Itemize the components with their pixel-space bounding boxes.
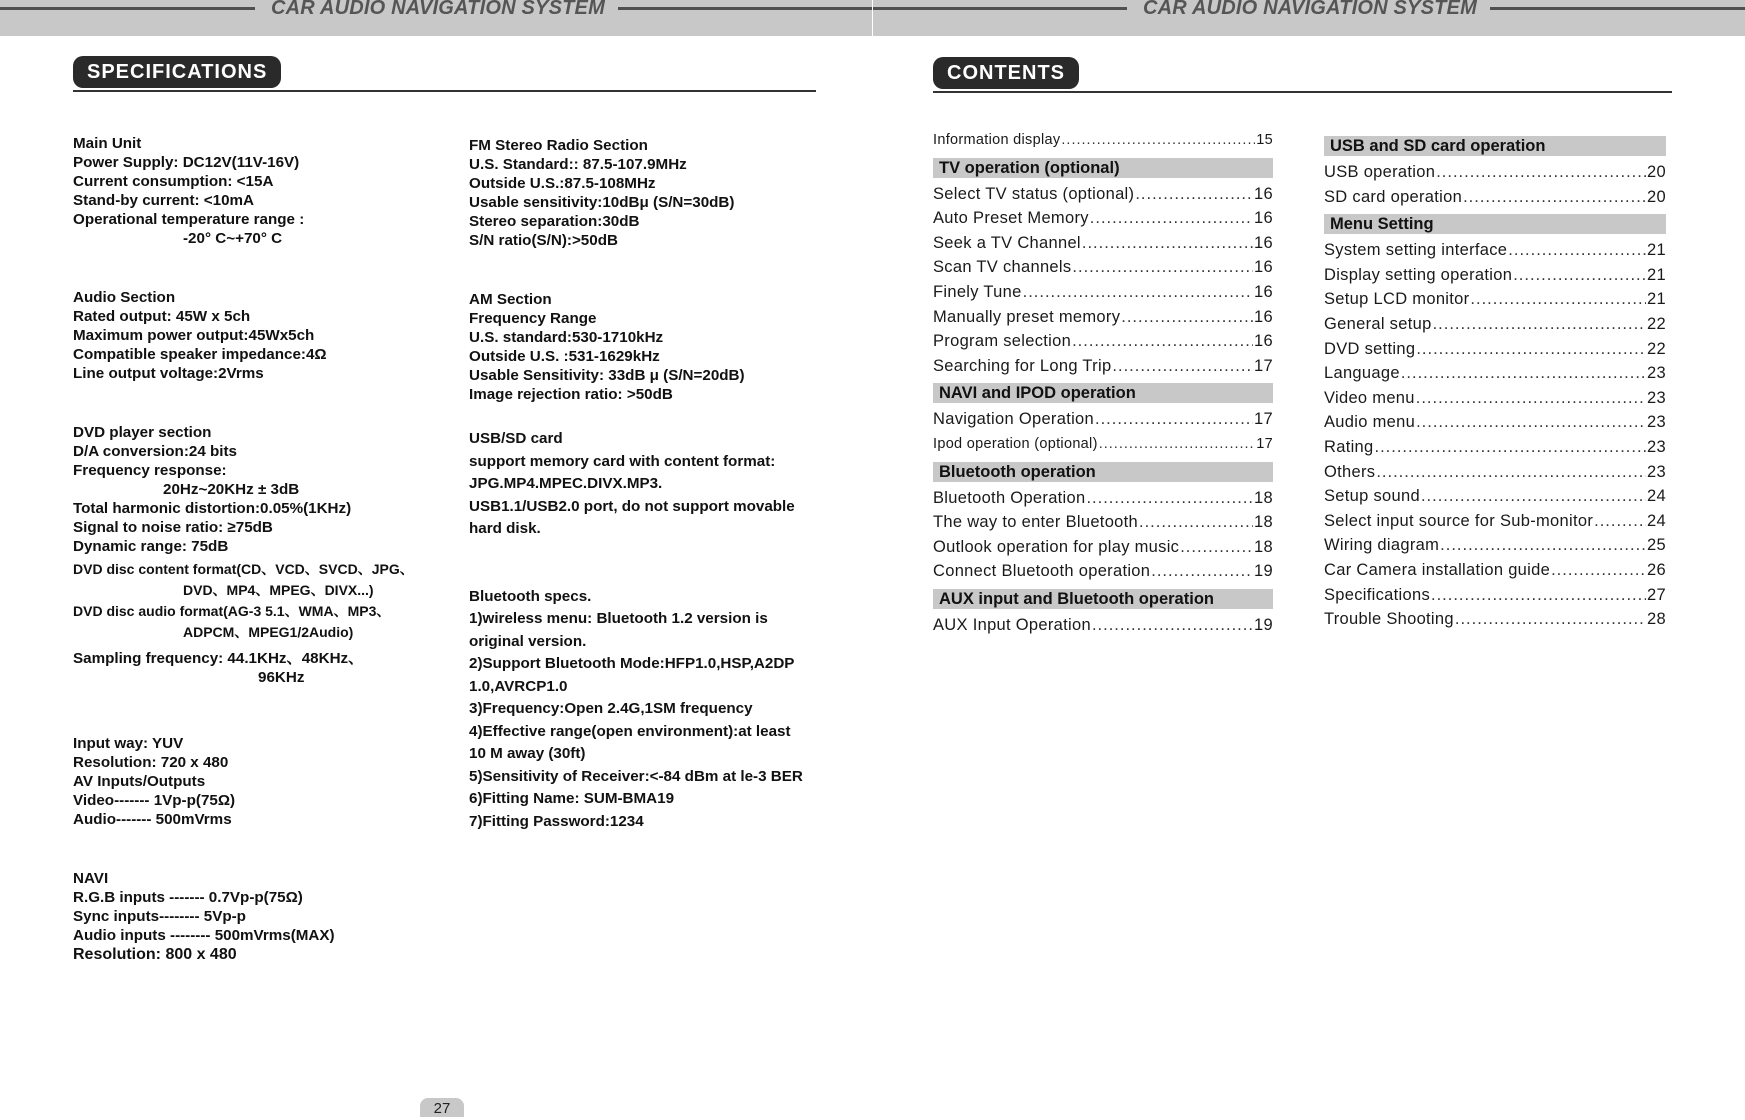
header-band-left [0, 0, 872, 36]
toc-entry[interactable]: Ipod operation (optional) ..... 17 [933, 432, 1273, 457]
toc-entry[interactable]: Manually preset memory ..... 16 [933, 305, 1273, 330]
spec-line: hard disk. [469, 520, 541, 537]
spec-line: S/N ratio(S/N):>50dB [469, 232, 618, 249]
spec-line: -20° C~+70° C [183, 230, 283, 247]
toc-section-header: TV operation (optional) [933, 158, 1273, 178]
spec-line: USB1.1/USB2.0 port, do not support movable [469, 497, 795, 515]
spec-line: U.S. standard:530-1710kHz [469, 329, 664, 346]
spec-line: DVD disc content format(CD、VCD、SVCD、JPG、 [73, 561, 414, 577]
toc-entry[interactable]: Audio menu ..... 23 [1324, 410, 1666, 435]
spec-line: Stereo separation:30dB [469, 213, 640, 230]
spec-line: Total harmonic distortion:0.05%(1KHz) [73, 500, 352, 517]
spec-line: Maximum power output:45Wx5ch [73, 327, 315, 344]
specs-column-1 [73, 134, 414, 964]
spec-line: 1.0,AVRCP1.0 [469, 677, 568, 695]
spec-line: Image rejection ratio: >50dB [469, 386, 673, 403]
header-rule [0, 7, 255, 10]
toc-section-header: NAVI and IPOD operation [933, 383, 1273, 403]
spec-line: 20Hz~20KHz ± 3dB [163, 481, 300, 498]
spec-line: D/A conversion:24 bits [73, 443, 238, 460]
toc-entry[interactable]: The way to enter Bluetooth ..... 18 [933, 510, 1273, 535]
spec-line: Audio inputs -------- 500mVrms(MAX) [73, 927, 335, 944]
spec-line: Compatible speaker impedance:4Ω [73, 346, 327, 363]
audio-section-title: Audio Section [73, 289, 176, 306]
spec-line: original version. [469, 632, 587, 650]
header-band-right [873, 0, 1745, 36]
spec-line: Line output voltage:2Vrms [73, 365, 264, 382]
toc-entry[interactable]: Specifications ..... 27 [1324, 583, 1666, 608]
toc-section-header: Bluetooth operation [933, 462, 1273, 482]
specs-column-2 [469, 136, 803, 833]
toc-entry[interactable]: Setup sound ..... 24 [1324, 484, 1666, 509]
spec-line: Outside U.S. :531-1629kHz [469, 348, 660, 365]
spec-line: 6)Fitting Name: SUM-BMA19 [469, 790, 675, 807]
contents-heading: CONTENTS [933, 57, 1079, 89]
header-rule [618, 7, 872, 10]
spec-line: Video------- 1Vp-p(75Ω) [73, 792, 236, 809]
toc-entry[interactable]: Others ..... 23 [1324, 460, 1666, 485]
page-number: 27 [420, 1098, 464, 1117]
toc-entry[interactable]: General setup ..... 22 [1324, 312, 1666, 337]
toc-entry[interactable]: Navigation Operation ..... 17 [933, 407, 1273, 432]
toc-entry[interactable]: Video menu ..... 23 [1324, 386, 1666, 411]
toc-entry[interactable]: Rating ..... 23 [1324, 435, 1666, 460]
navi-section-title: NAVI [73, 870, 109, 887]
header-rule [1490, 7, 1745, 10]
toc-entry[interactable]: Scan TV channels ..... 16 [933, 255, 1273, 280]
spec-line: Resolution: 800 x 480 [73, 946, 237, 963]
toc-entry[interactable]: Trouble Shooting ..... 28 [1324, 607, 1666, 632]
spec-line: Operational temperature range : [73, 211, 305, 228]
spec-line: Dynamic range: 75dB [73, 538, 229, 555]
toc-entry[interactable]: Display setting operation ..... 21 [1324, 263, 1666, 288]
spec-line: support memory card with content format: [469, 452, 776, 470]
heading-underline [933, 91, 1672, 93]
bluetooth-specs-title: Bluetooth specs. [469, 587, 592, 605]
spec-line: Sampling frequency: 44.1KHz、48KHz、 [73, 650, 364, 667]
spec-line: 3)Frequency:Open 2.4G,1SM frequency [469, 700, 753, 717]
spec-line: Stand-by current: <10mA [73, 192, 255, 209]
main-unit-title: Main Unit [73, 135, 142, 152]
toc-entry[interactable]: Auto Preset Memory ..... 16 [933, 206, 1273, 231]
heading-underline [73, 90, 816, 92]
spec-line: Sync inputs-------- 5Vp-p [73, 908, 246, 925]
toc-entry[interactable]: System setting interface ..... 21 [1324, 238, 1666, 263]
contents-column-2 [1324, 136, 1666, 632]
spec-line: Resolution: 720 x 480 [73, 754, 229, 771]
toc-entry[interactable]: Information display ..... 15 [933, 128, 1273, 153]
spec-line: Rated output: 45W x 5ch [73, 308, 251, 325]
spec-line: AV Inputs/Outputs [73, 773, 206, 790]
toc-entry[interactable]: Searching for Long Trip ..... 17 [933, 354, 1273, 379]
spec-line: Usable sensitivity:10dBμ (S/N=30dB) [469, 194, 735, 211]
toc-entry[interactable]: Seek a TV Channel ..... 16 [933, 231, 1273, 256]
spec-line: Audio------- 500mVrms [73, 811, 232, 828]
fm-section-title: FM Stereo Radio Section [469, 137, 648, 154]
toc-entry[interactable]: Setup LCD monitor ..... 21 [1324, 287, 1666, 312]
toc-entry[interactable]: Select input source for Sub-monitor ..... 24 [1324, 509, 1666, 534]
spec-line: Power Supply: DC12V(11V-16V) [73, 154, 300, 171]
spec-line: R.G.B inputs ------- 0.7Vp-p(75Ω) [73, 889, 303, 906]
toc-entry[interactable]: Program selection ..... 16 [933, 329, 1273, 354]
toc-entry[interactable]: SD card operation ..... 20 [1324, 185, 1666, 210]
toc-entry[interactable]: AUX Input Operation ..... 19 [933, 613, 1273, 638]
toc-entry[interactable]: Select TV status (optional) ..... 16 [933, 182, 1273, 207]
toc-section-header: Menu Setting [1324, 214, 1666, 234]
specifications-heading: SPECIFICATIONS [73, 56, 281, 88]
toc-entry[interactable]: Outlook operation for play music ..... 18 [933, 535, 1273, 560]
spec-line: 4)Effective range(open environment):at least [469, 722, 791, 740]
toc-entry[interactable]: Wiring diagram ..... 25 [1324, 533, 1666, 558]
header-title-left: CAR AUDIO NAVIGATION SYSTEM [271, 0, 605, 19]
spec-line: Input way: YUV [73, 735, 184, 752]
spec-line: U.S. Standard:: 87.5-107.9MHz [469, 156, 687, 173]
toc-entry[interactable]: DVD setting ..... 22 [1324, 337, 1666, 362]
spec-line: 2)Support Bluetooth Mode:HFP1.0,HSP,A2DP [469, 655, 795, 672]
spec-line: 10 M away (30ft) [469, 745, 586, 762]
spec-line: Signal to noise ratio: ≥75dB [73, 519, 273, 536]
spec-line: ADPCM、MPEG1/2Audio) [183, 624, 354, 640]
toc-entry[interactable]: Connect Bluetooth operation ..... 19 [933, 559, 1273, 584]
spec-line: DVD disc audio format(AG-3 5.1、WMA、MP3、 [73, 603, 391, 619]
spec-line: 7)Fitting Password:1234 [469, 812, 644, 830]
spec-line: 5)Sensitivity of Receiver:<-84 dBm at le-3 BER [469, 767, 803, 785]
spec-line: 96KHz [258, 669, 305, 686]
spec-line: Outside U.S.:87.5-108MHz [469, 175, 656, 192]
toc-section-header: AUX input and Bluetooth operation [933, 589, 1273, 609]
contents-column-1 [933, 128, 1273, 638]
spec-line: Current consumption: <15A [73, 173, 274, 190]
usb-section-title: USB/SD card [469, 430, 563, 447]
spec-line: Frequency response: [73, 462, 227, 479]
dvd-section-title: DVD player section [73, 424, 212, 441]
toc-entry[interactable]: Finely Tune ..... 16 [933, 280, 1273, 305]
toc-section-header: USB and SD card operation [1324, 136, 1666, 156]
header-rule [873, 7, 1127, 10]
toc-entry[interactable]: Car Camera installation guide ..... 26 [1324, 558, 1666, 583]
spec-line: Frequency Range [469, 310, 597, 327]
spec-line: DVD、MP4、MPEG、DIVX...) [183, 582, 374, 598]
toc-entry[interactable]: Language ..... 23 [1324, 361, 1666, 386]
spec-line: Usable Sensitivity: 33dB μ (S/N=20dB) [469, 367, 745, 384]
toc-entry[interactable]: Bluetooth Operation ..... 18 [933, 486, 1273, 511]
am-section-title: AM Section [469, 291, 552, 308]
header-title-right: CAR AUDIO NAVIGATION SYSTEM [1143, 0, 1477, 19]
spec-line: JPG.MP4.MPEC.DIVX.MP3. [469, 475, 663, 492]
spec-line: 1)wireless menu: Bluetooth 1.2 version is [469, 610, 768, 627]
toc-entry[interactable]: USB operation ..... 20 [1324, 160, 1666, 185]
